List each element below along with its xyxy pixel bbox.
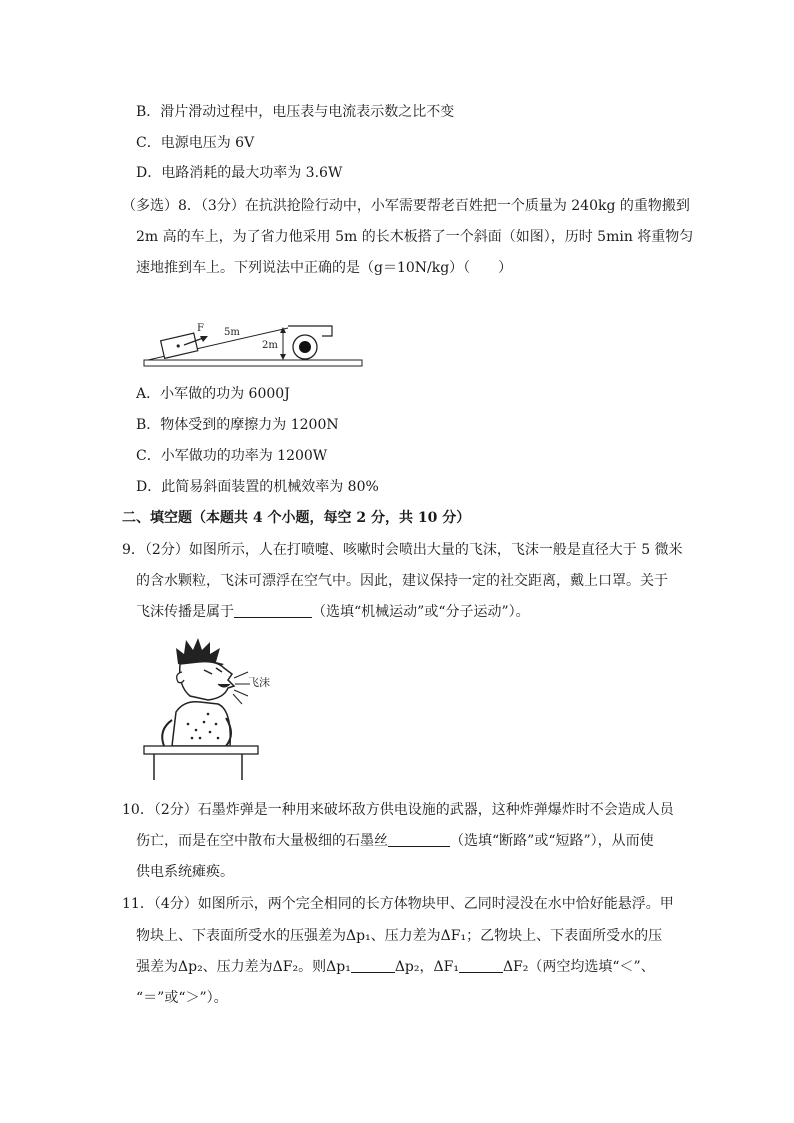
q8-option-a: A．小军做的功为 6000J [136,386,290,402]
q9-stem-line1: 9．（2分）如图所示，人在打喷嚏、咳嗽时会喷出大量的飞沫，飞沫一般是直径大于 5 微米 [122,542,683,558]
q10-answer-blank[interactable] [388,832,450,847]
q11-stem-line3 [136,957,655,977]
q8-option-d: D．此简易斜面装置的机械效率为 80% [136,479,379,495]
q10-stem-line2 [136,831,654,851]
q10-stem-line3: 供电系统瘫痪。 [136,864,234,880]
q10-text-b: （选填“断路”或“短路”），从而使 [450,833,654,849]
height-label: 2m [262,340,278,351]
q10-text-a: 伤亡，而是在空中散布大量极细的石墨丝 [136,833,388,849]
q8-option-b: B．物体受到的摩擦力为 1200N [136,417,339,433]
q11-stem-line2: 物块上、下表面所受水的压强差为Δp₁、压力差为ΔF₁；乙物块上、下表面所受水的压 [136,928,663,944]
force-label: F [197,323,204,334]
q11-stem-line1: 11．（4分）如图所示，两个完全相同的长方体物块甲、乙同时浸没在水中恰好能悬浮。甲 [122,896,674,912]
q8-option-c: C．小军做功的功率为 1200W [136,448,328,464]
q7-option-c: C．电源电压为 6V [136,135,255,151]
ground [144,360,362,366]
section-heading: 二、填空题（本题共 4 个小题，每空 2 分，共 10 分） [122,510,471,526]
q10-stem-line1: 10．（2分）石墨炸弹是一种用来破坏敌方供电设施的武器，这种炸弹爆炸时不会造成人员 [122,802,674,818]
crate [161,333,198,358]
q8-stem-line2: 2m 高的车上，为了省力他采用 5m 的长木板搭了一个斜面（如图），历时 5min 将重物匀 [136,229,694,245]
q11-text-a: 强差为Δp₂、压力差为ΔF₂。则Δp₁ [136,959,351,975]
head [180,662,234,700]
q9-text-b: （选填“机械运动”或“分子运动”）。 [312,604,530,620]
q9-answer-blank[interactable] [234,603,312,618]
q11-text-b: Δp₂，ΔF₁ [394,959,459,975]
q11-text-c: ΔF₂（两空均选填“＜”、 [502,959,655,975]
q8-stem-line1: （多选）8．（3分）在抗洪抢险行动中，小军需要帮老百姓把一个质量为 240kg 的重物搬到 [122,198,690,214]
incline-figure [140,315,370,375]
q11-answer-blank-1[interactable] [351,958,395,973]
q11-stem-line4: “＝”或“＞”）。 [136,990,228,1006]
sneeze-figure [138,634,278,784]
body [172,702,230,746]
q9-text-a: 飞沫传播是属于 [136,604,234,620]
q7-option-b: B．滑片滑动过程中，电压表与电流表示数之比不变 [136,104,455,120]
spray-label: 飞沫 [248,676,270,689]
q9-stem-line2: 的含水颗粒，飞沫可漂浮在空气中。因此，建议保持一定的社交距离，戴上口罩。关于 [136,573,668,589]
q7-option-d: D．电路消耗的最大功率为 3.6W [136,165,343,181]
q11-answer-blank-2[interactable] [459,958,503,973]
q9-stem-line3 [136,602,530,622]
truck-bed [288,326,332,336]
desk-top [144,746,258,754]
length-label: 5m [224,327,240,338]
q8-stem-line3: 速地推到车上。下列说法中正确的是（g＝10N/kg）（ ） [136,260,513,276]
